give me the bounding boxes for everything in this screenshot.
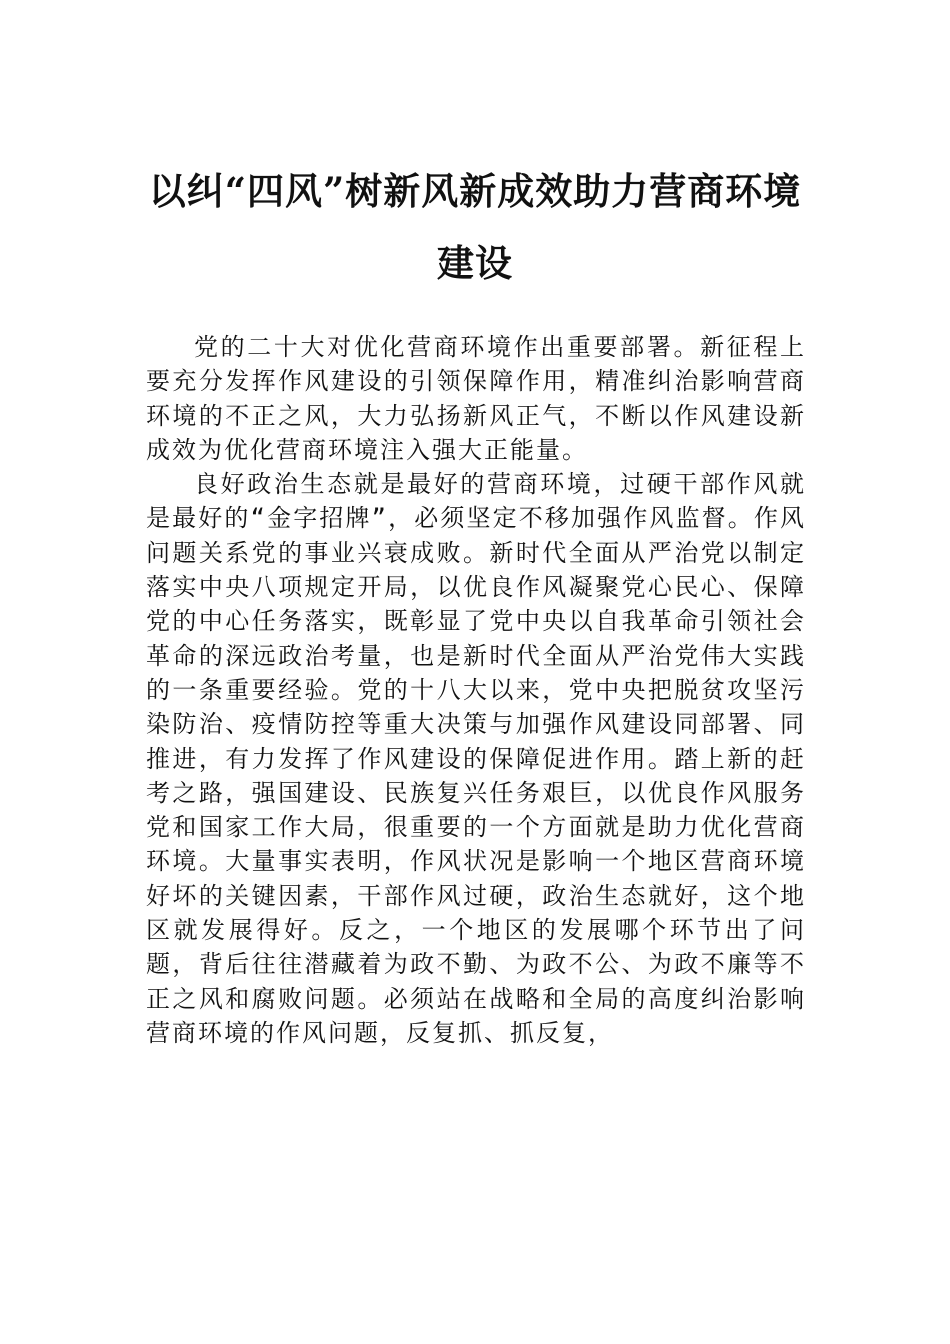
- document-body: [146, 330, 806, 1050]
- paragraph-2: 良好政治生态就是最好的营商环境，过硬干部作风就是最好的“金字招牌”，必须坚定不移加强作风监督。作风问题关系党的事业兴衰成败。新时代全面从严治党以制定落实中央八项规定开局，以优良作风凝聚党心民心、保障党的中心任务落实，既彰显了党中央以自我革命引领社会革命的深远政治考量，也是新时代全面从严治党伟大实践的一条重要经验。党的十八大以来，党中央把脱贫攻坚污染防治、疫情防控等重大决策与加强作风建设同部署、同推进，有力发挥了作风建设的保障促进作用。踏上新的赶考之路，强国建设、民族复兴任务艰巨，以优良作风服务党和国家工作大局，很重要的一个方面就是助力优化营商环境。大量事实表明，作风状况是影响一个地区营商环境好坏的关键因素，干部作风过硬，政治生态就好，这个地区就发展得好。反之，一个地区的发展哪个环节出了问题，背后往往潜藏着为政不勤、为政不公、为政不廉等不正之风和腐败问题。必须站在战略和全局的高度纠治影响营商环境的作风问题，反复抓、抓反复，: [146, 470, 806, 1047]
- paragraph-1: 党的二十大对优化营商环境作出重要部署。新征程上要充分发挥作风建设的引领保障作用，精准纠治影响营商环境的不正之风，大力弘扬新风正气，不断以作风建设新成效为优化营商环境注入强大正能量。: [146, 333, 806, 464]
- title-line-2: 建设: [437, 241, 513, 285]
- title-line-1: 以纠“四风”树新风新成效助力营商环境: [148, 169, 802, 213]
- document-title: [140, 155, 810, 299]
